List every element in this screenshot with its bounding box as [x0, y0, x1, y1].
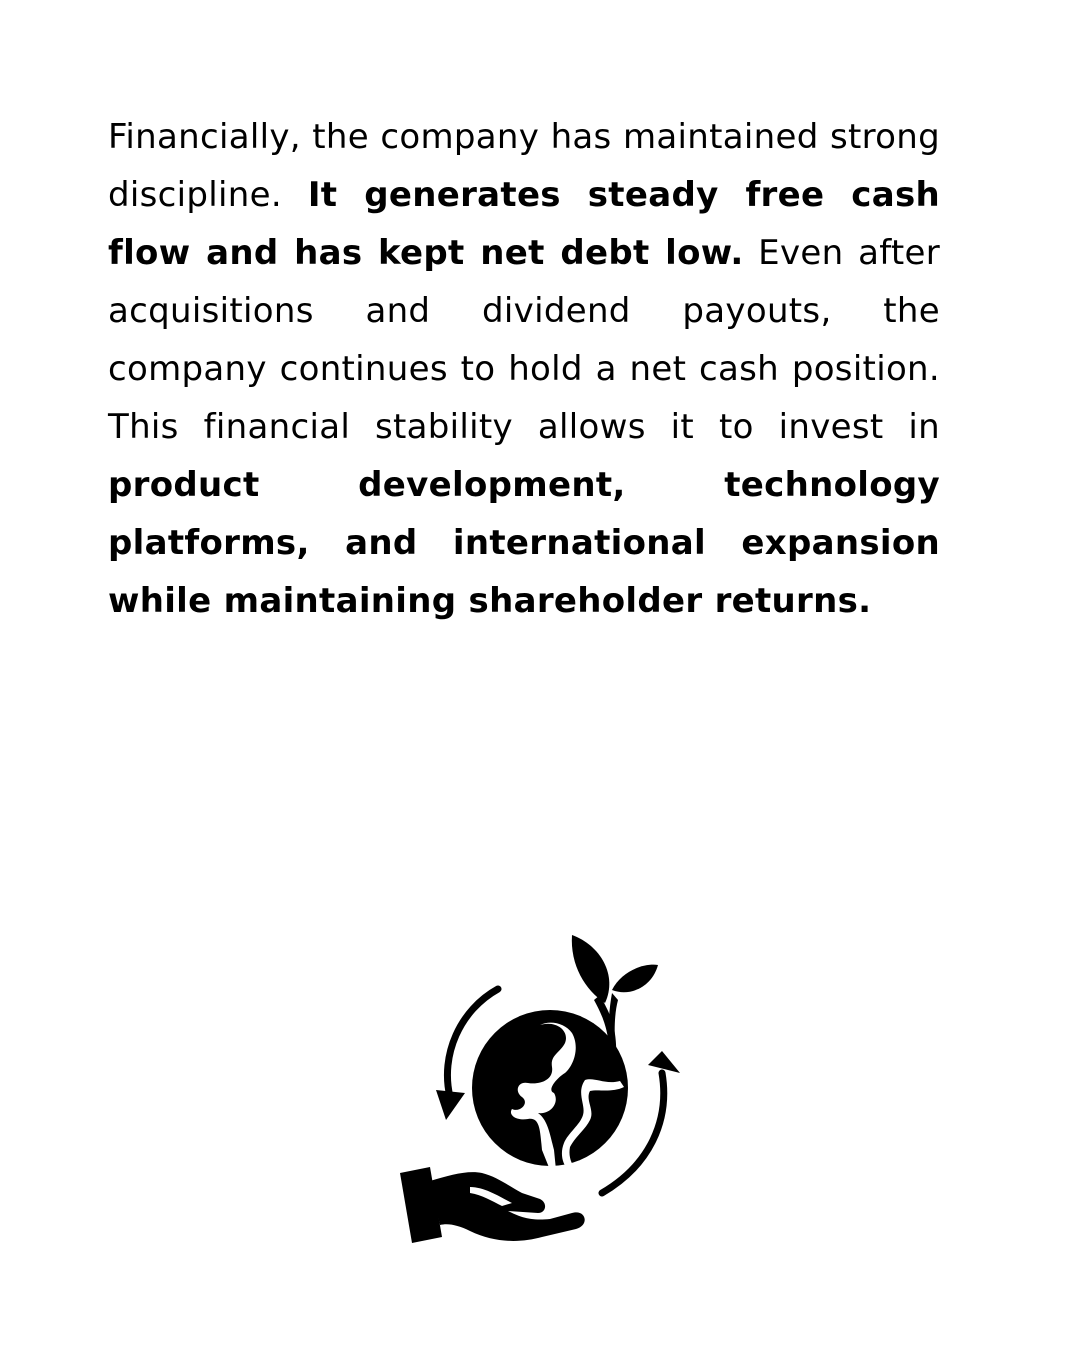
globe-icon — [472, 1010, 628, 1170]
globe-in-hand-icon — [390, 925, 700, 1255]
hand-icon — [400, 1167, 585, 1243]
body-paragraph — [108, 108, 940, 630]
paragraph-highlight-cash-flow: It generates steady free cash flow and has kept net debt low. — [108, 175, 940, 273]
paragraph-text-intro: Financially, the company has maintained strong discipline. — [108, 117, 940, 215]
paragraph-text-middle: Even after acquisitions and dividend payouts, the company continues to hold a net cash position. This financial stability allows it to invest in — [108, 233, 941, 447]
paragraph-highlight-investment: product development, technology platforms, and international expansion while maintaining shareholder returns. — [108, 465, 940, 621]
